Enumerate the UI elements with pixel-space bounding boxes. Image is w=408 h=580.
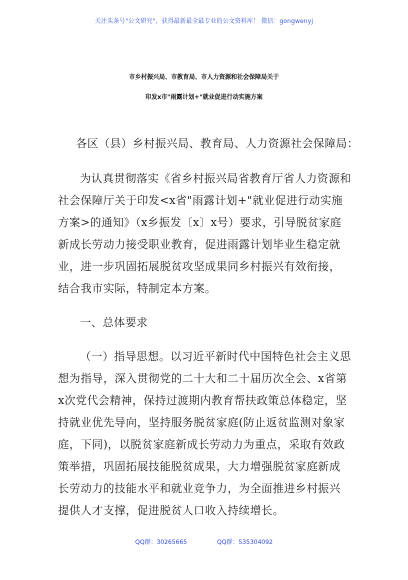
paragraph-1-line: 为认真贯彻落实《省乡村振兴局省教育厅省人力资源和: [80, 172, 352, 185]
paragraph-2-line: x次党代会精神，保持过渡期内教育帮扶政策总体稳定，坚: [58, 394, 348, 407]
paragraph-2-line: 想为指导，深入贯彻党的二十大和二十届历次全会、x省第: [58, 372, 348, 385]
top-banner: 关注头条号"公文研究"，获得最新最全最专业的公文资料库！ 微信：gongwenyj: [94, 18, 314, 25]
paragraph-1-line: 社会保障厅关于印发<x省"雨露计划+"就业促进行动实施: [58, 194, 343, 207]
paragraph-2-line: 策举措，巩固拓展技能脱贫成果，大力增强脱贫家庭新成: [58, 460, 341, 473]
document-title-line-1: 市乡村振兴局、市教育局、市人力资源和社会保障局关于: [128, 74, 279, 81]
salutation: 各区（县）乡村振兴局、教育局、人力资源社会保障局：: [76, 137, 359, 150]
footer-qq-group-2: QQ群：535304092: [217, 539, 273, 546]
section-heading: 一、总体要求: [80, 316, 148, 329]
paragraph-2-line: 提供人才支撑，促进脱贫人口收入持续增长。: [58, 504, 284, 517]
paragraph-1-line: 方案>的通知》（x乡振发〔x〕x号）要求，引导脱贫家庭: [58, 216, 342, 229]
paragraph-1-line: 结合我市实际，特制定本方案。: [58, 282, 217, 295]
paragraph-1-line: 业，进一步巩固拓展脱贫攻坚成果同乡村振兴有效衔接，: [58, 260, 341, 273]
footer-qq-group-1: QQ群：30265665: [135, 539, 188, 546]
paragraph-2-line: 庭，下同)，以脱贫家庭新成长劳动力为重点，采取有效政: [58, 438, 346, 451]
paragraph-2-line: （一）指导思想。以习近平新时代中国特色社会主义思: [80, 350, 352, 363]
footer: [0, 537, 408, 546]
paragraph-2-line: 长劳动力的技能水平和就业竞争力，为全面推进乡村振兴: [58, 482, 341, 495]
document-title-line-2: 印发x市"雨露计划+"就业促进行动实施方案: [145, 94, 263, 101]
paragraph-1-line: 新成长劳动力接受职业教育，促进雨露计划毕业生稳定就: [58, 238, 341, 251]
paragraph-2-line: 持就业优先导向，坚持服务脱贫家庭(防止返贫监测对象家: [58, 416, 346, 429]
